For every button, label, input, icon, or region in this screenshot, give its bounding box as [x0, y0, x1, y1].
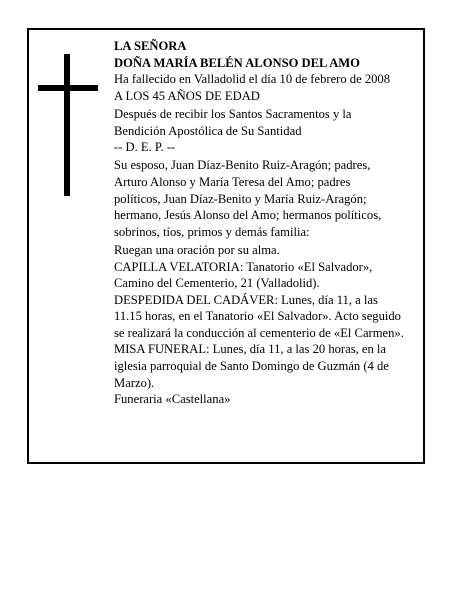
age-line: A LOS 45 AÑOS DE EDAD — [114, 88, 260, 103]
chapel-line: Camino del Cementerio, 21 (Valladolid). — [114, 276, 320, 291]
cross-vertical-bar — [64, 54, 70, 196]
family-line: políticos, Juan Díaz-Benito y María Ruiz-Aragón; — [114, 191, 367, 206]
deceased-name: DOÑA MARÍA BELÉN ALONSO DEL AMO — [114, 55, 360, 70]
mass-line: iglesia parroquial de Santo Domingo de Guzmán (4 de — [114, 359, 389, 374]
farewell-line: DESPEDIDA DEL CADÁVER: Lunes, día 11, a las — [114, 292, 378, 307]
funeral-home: Funeraria «Castellana» — [114, 392, 231, 407]
sacraments-line: Bendición Apostólica de Su Santidad — [114, 123, 302, 138]
obituary-text — [114, 38, 430, 408]
prayer-request: Ruegan una oración por su alma. — [114, 242, 280, 257]
rest-in-peace: -- D. E. P. -- — [114, 140, 176, 155]
family-line: sobrinos, tíos, primos y demás familia: — [114, 224, 310, 239]
mass-line: MISA FUNERAL: Lunes, día 11, a las 20 horas, en la — [114, 342, 387, 357]
family-line: hermano, Jesús Alonso del Amo; hermanos políticos, — [114, 208, 382, 223]
farewell-line: se realizará la conducción al cementerio de «El Carmen». — [114, 325, 404, 340]
family-line: Su esposo, Juan Díaz-Benito Ruiz-Aragón; padres, — [114, 158, 371, 173]
chapel-line: CAPILLA VELATORIA: Tanatorio «El Salvador», — [114, 259, 373, 274]
cross-horizontal-bar — [38, 85, 98, 91]
notice-heading: LA SEÑORA — [114, 39, 187, 53]
cross-icon — [38, 54, 98, 196]
family-line: Arturo Alonso y María Teresa del Amo; padres — [114, 174, 351, 189]
farewell-line: 11.15 horas, en el Tanatorio «El Salvador». Acto seguido — [114, 309, 401, 324]
sacraments-line: Después de recibir los Santos Sacramentos y la — [114, 106, 352, 121]
death-line: Ha fallecido en Valladolid el día 10 de febrero de 2008 — [114, 72, 391, 87]
mass-line: Marzo). — [114, 375, 155, 390]
